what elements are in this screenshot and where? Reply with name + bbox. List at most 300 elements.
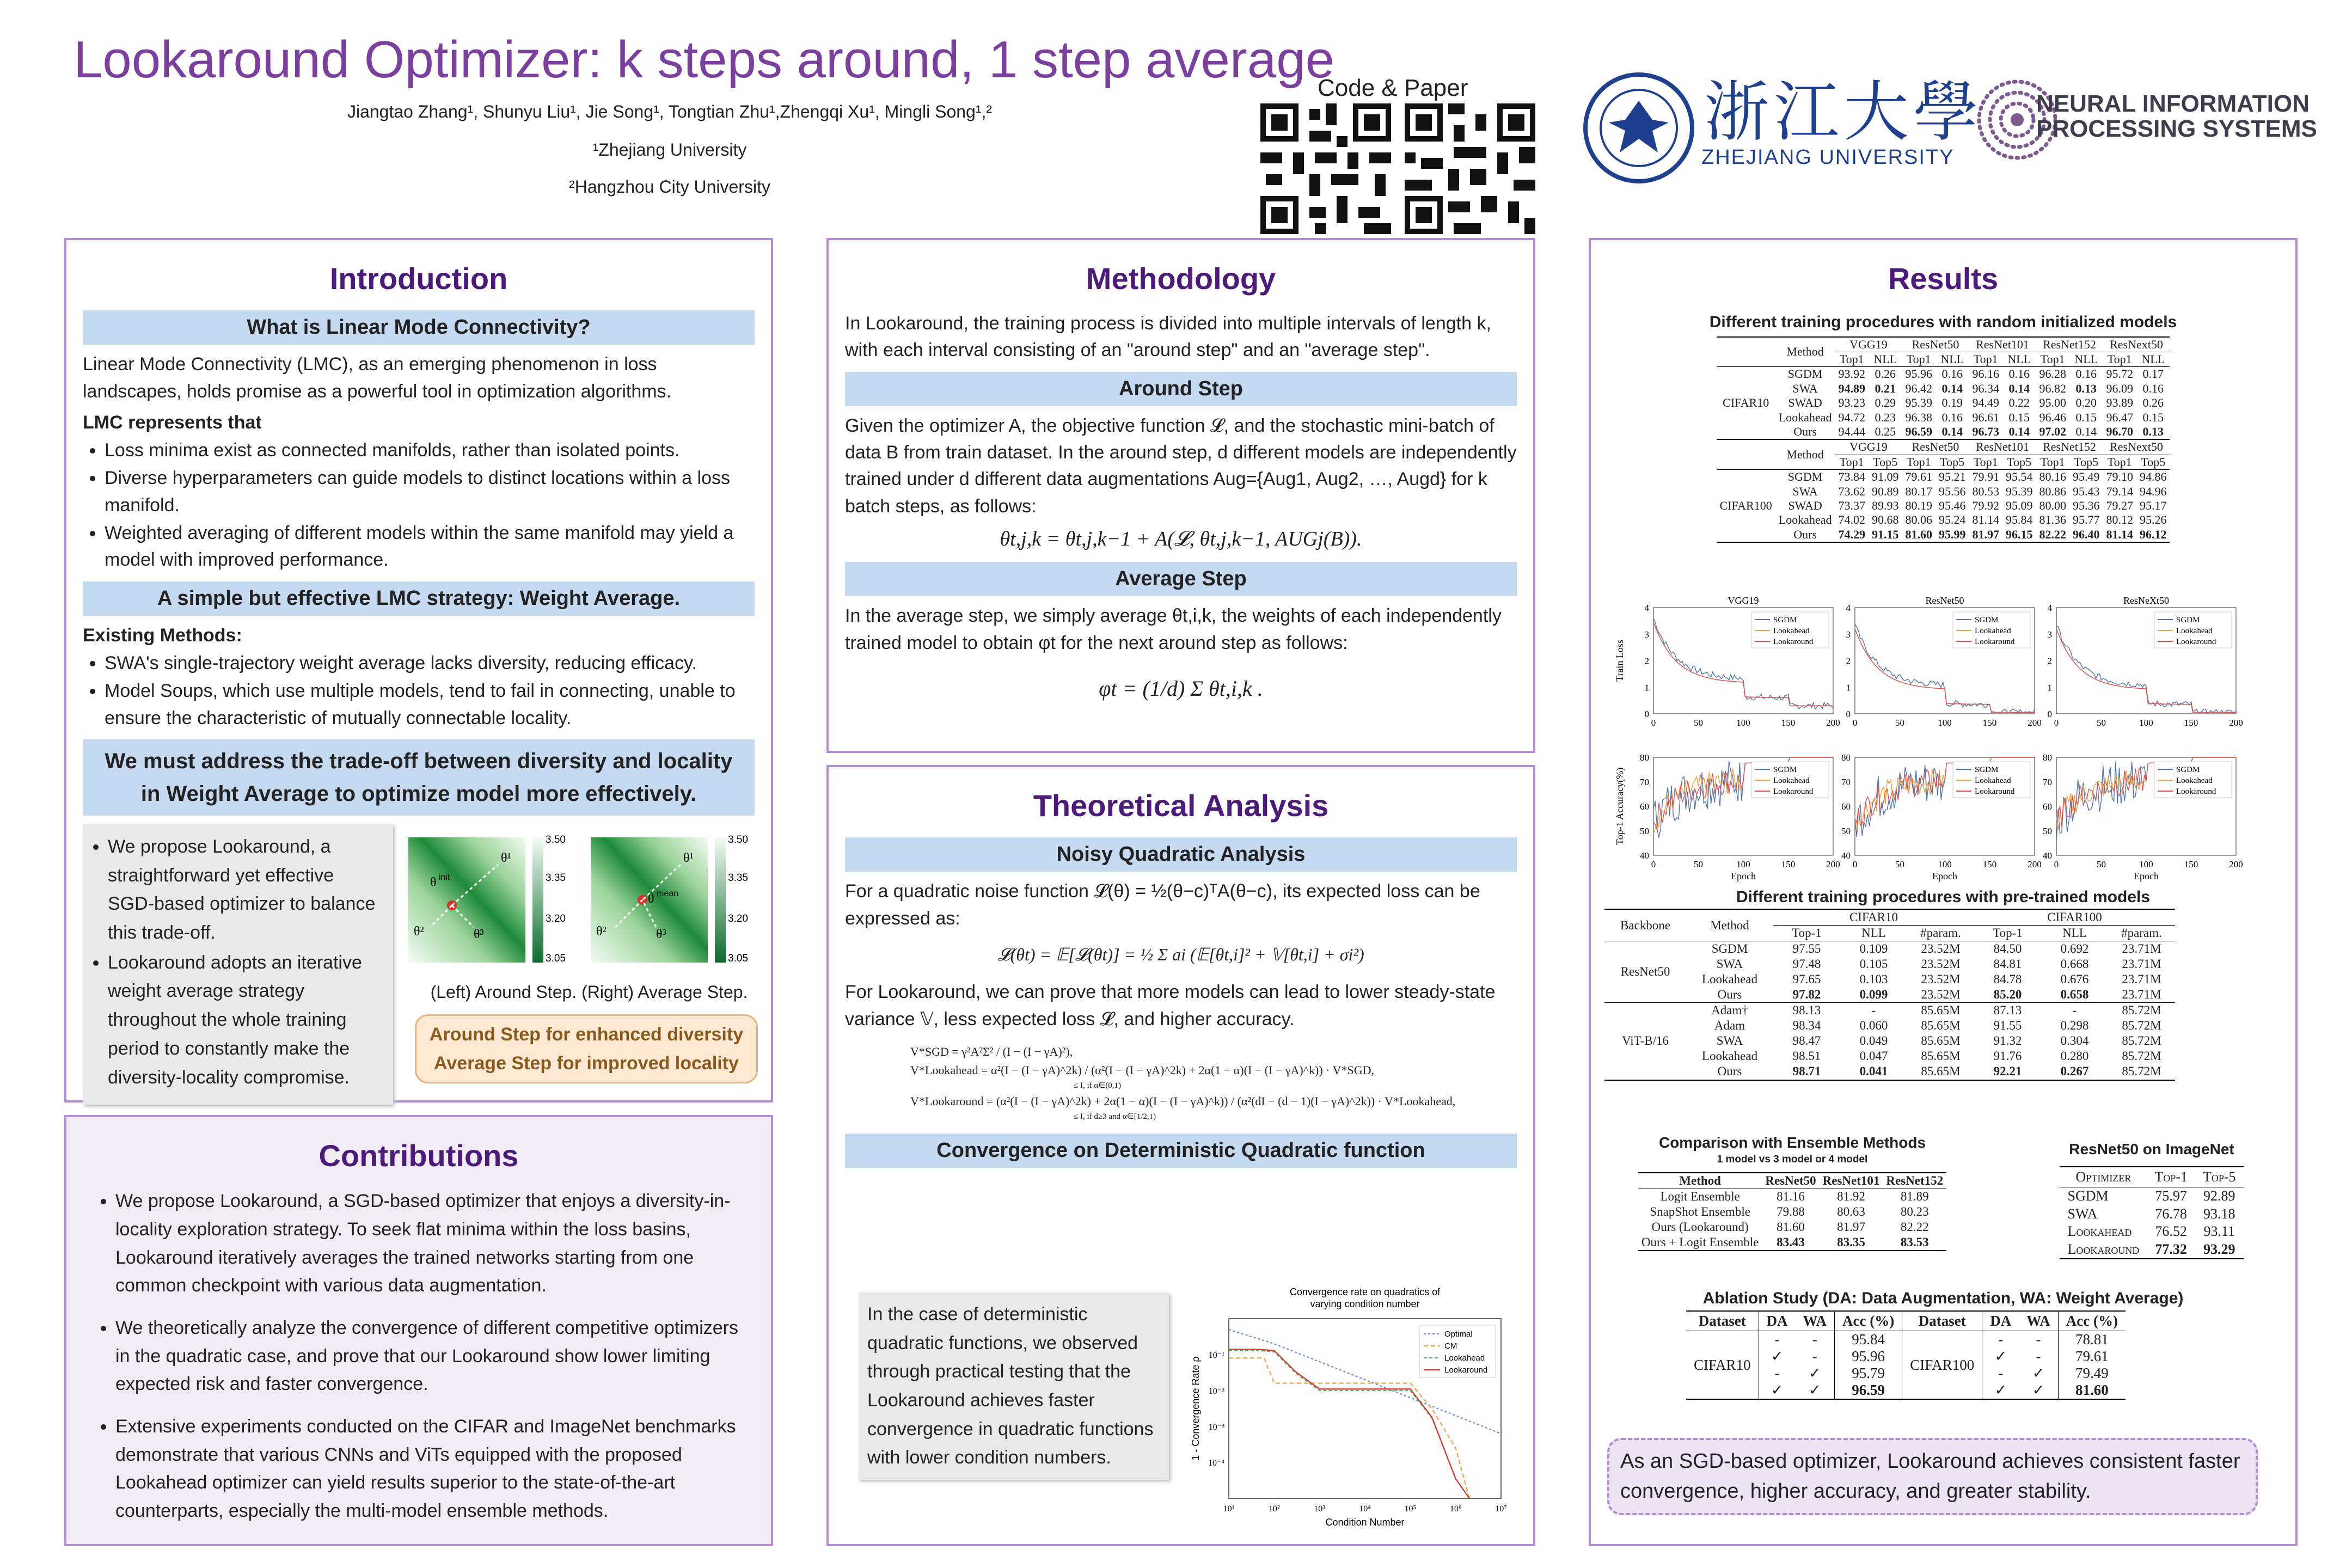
table-cell: 96.34	[1972, 381, 1999, 395]
imagenet-table	[2060, 1166, 2243, 1260]
method-name: SWA	[1716, 957, 1743, 971]
table-cell: 91.55	[1993, 1019, 2022, 1033]
figure-caption: (Left) Around Step. (Right) Average Step.	[430, 982, 748, 1002]
table-cell: 0.14	[1941, 425, 1963, 439]
column-header: Method	[1786, 448, 1824, 462]
colorbar-tick: 3.20	[546, 913, 566, 924]
svg-text:θ³: θ³	[474, 927, 484, 941]
theoretical-analysis-panel	[826, 765, 1535, 1546]
legend-label: SGDM	[2176, 616, 2200, 624]
pretrained-table	[1604, 909, 2175, 1081]
svg-text:init: init	[439, 873, 450, 882]
legend-label: SGDM	[1975, 765, 1999, 774]
noisy-quadratic-bar: Noisy Quadratic Analysis	[845, 837, 1517, 872]
method-name: Lookahead	[1701, 972, 1758, 987]
table-cell: 95.00	[2039, 396, 2066, 410]
table-cell: 0.676	[2060, 972, 2089, 987]
table-cell: 94.72	[1838, 410, 1865, 424]
y-axis-label: Train Loss	[1615, 640, 1625, 682]
table-cell: 95.72	[2106, 367, 2133, 381]
table-row	[1717, 382, 2170, 396]
variance-equations	[910, 1043, 1517, 1124]
table-row	[1717, 513, 2170, 527]
random-init-table	[1717, 336, 2170, 543]
table-cell: 0.14	[2075, 425, 2097, 439]
row-label: CIFAR100	[1719, 498, 1772, 512]
qr-code-icon[interactable]	[1405, 103, 1535, 234]
table-cell: 0.041	[1859, 1064, 1888, 1079]
table-cell: 80.23	[1900, 1204, 1929, 1218]
y-tick-label: 70	[1640, 777, 1649, 787]
column-header: NLL	[1940, 352, 1964, 366]
table-cell: 95.49	[2072, 470, 2100, 484]
y-tick-label: 1	[1846, 682, 1851, 693]
column-header: #param.	[1920, 926, 1961, 940]
chart-title: Convergence rate on quadratics of	[1289, 1287, 1441, 1297]
table-cell: ✓	[1994, 1382, 2007, 1399]
table-cell: 80.12	[2106, 513, 2133, 527]
list-item: • SWA's single-trajectory weight average lacks diversity, reducing efficacy.	[105, 650, 755, 677]
method-name: SGDM	[2067, 1188, 2109, 1204]
table-row	[1604, 1064, 2175, 1080]
table-cell: 92.21	[1993, 1064, 2022, 1079]
table-cell: 95.79	[1835, 1365, 1902, 1382]
table-cell: 82.22	[1900, 1220, 1929, 1234]
row-label: CIFAR100	[1902, 1331, 1982, 1400]
table-cell: 92.89	[2203, 1188, 2235, 1204]
table-row	[1604, 909, 2175, 926]
x-tick-label: 50	[1694, 718, 1703, 728]
y-tick-label: 40	[1640, 850, 1649, 861]
table-row	[1717, 499, 2170, 513]
lookaround-condition: ≤ I, if d≥3 and α∈[1/2,1)	[1074, 1112, 1156, 1122]
x-tick-label: 150	[1982, 718, 1997, 728]
table-cell: 0.103	[1859, 972, 1888, 987]
expected-loss-equation: 𝓛(θt) = 𝔼[𝓛(θt)] = ½ Σ ai (𝔼[θt,i]² + 𝕍[θt,i] + σi²)	[997, 944, 1364, 964]
list-item: • Diverse hyperparameters can guide models to distinct locations within a loss manifold.	[105, 465, 755, 519]
x-tick-label: 50	[1895, 718, 1904, 728]
table-cell: 0.658	[2060, 988, 2089, 1002]
list-item: • We propose Lookaround, a SGD-based optimizer that enjoys a diversity-in-locality exploration strategy. To seek flat minima within the loss basins, Lookaround iteratively averages the trained networks starting from one common checkpoint with various data augmentation.	[115, 1187, 744, 1300]
row-label: ResNet50	[1620, 965, 1670, 979]
table-row	[1717, 470, 2170, 485]
table-cell: 95.17	[2139, 498, 2167, 512]
table-cell: 80.19	[1905, 498, 1932, 512]
table-cell: 81.92	[1837, 1189, 1865, 1203]
column-header: Dataset	[1902, 1311, 1982, 1331]
legend-label: Lookahead	[1444, 1353, 1485, 1363]
table-cell: 98.47	[1792, 1034, 1821, 1048]
lmc-represents-label: LMC represents that	[83, 412, 262, 433]
list-item: • We theoretically analyze the convergence of different competitive optimizers in the quadratic case, and prove that our Lookaround show lower limiting expected risk and faster convergence.	[115, 1314, 744, 1399]
table-cell: 82.22	[2039, 527, 2066, 541]
row-label: ViT-B/16	[1622, 1034, 1669, 1048]
table-cell: 96.73	[1972, 425, 1999, 439]
y-axis-label: 1 - Convergence Rate ρ	[1190, 1356, 1201, 1461]
table-row	[1604, 1049, 2175, 1064]
table-cell: 0.099	[1859, 988, 1888, 1002]
table-cell: 97.65	[1792, 972, 1821, 987]
y-tick-label: 3	[1644, 629, 1649, 640]
table-cell: -	[1774, 1331, 1780, 1348]
legend-label: SGDM	[2176, 765, 2200, 774]
table-cell: 95.96	[1835, 1348, 1902, 1365]
method-name: Lookaround	[2067, 1241, 2140, 1257]
method-name: Lookahead	[1701, 1049, 1758, 1063]
table-row	[1604, 1033, 2175, 1049]
table-cell: ✓	[1796, 1382, 1835, 1399]
legend-label: Lookaround	[2176, 638, 2216, 646]
around-average-step-figure	[408, 826, 768, 973]
column-header: Top-1	[1993, 926, 2023, 940]
y-tick-label: 40	[2043, 850, 2052, 861]
column-header: Top5	[2141, 455, 2166, 469]
y-axis-label: Top-1 Accuracy(%)	[1615, 767, 1625, 846]
column-header: ResNet152	[1886, 1173, 1944, 1187]
table-cell: 0.109	[1859, 942, 1888, 956]
table-cell: 85.20	[1993, 988, 2022, 1002]
column-header: ResNext50	[2103, 337, 2170, 352]
table-cell: ✓	[2019, 1365, 2058, 1382]
table-cell: 78.81	[2075, 1331, 2109, 1348]
table-cell: 0.20	[2075, 396, 2097, 410]
table-cell: 98.34	[1792, 1019, 1821, 1033]
table-cell: 0.280	[2060, 1049, 2089, 1063]
y-tick-label: 10⁻²	[1208, 1387, 1224, 1396]
x-tick-label: 150	[1781, 718, 1796, 728]
column-header: ResNet50	[1902, 337, 1969, 352]
methodology-panel	[826, 238, 1535, 753]
table-cell: 0.22	[2008, 396, 2030, 410]
y-tick-label: 10⁻⁴	[1208, 1459, 1224, 1468]
column-header: NLL	[2062, 926, 2087, 940]
neurips-logo-text	[2036, 91, 2317, 142]
method-name: SWA	[1792, 381, 1818, 395]
convergence-chart	[1177, 1283, 1526, 1528]
table-cell: 94.44	[1838, 425, 1865, 439]
table-cell: 85.72M	[2122, 1019, 2161, 1033]
table-cell: -	[1871, 1003, 1876, 1018]
table-cell: 91.09	[1871, 470, 1899, 484]
x-tick-label: 200	[2229, 859, 2243, 869]
methodology-intro: In Lookaround, the training process is divided into multiple intervals of length k, with each interval consisting of an "around step" and an "average step".	[845, 313, 1491, 361]
column-header: ResNext50	[2103, 439, 2170, 455]
table-cell: 0.23	[1875, 410, 1896, 424]
column-header: Top1	[1839, 455, 1864, 469]
table-cell: 0.13	[2142, 425, 2164, 439]
around-average-highlight	[415, 1014, 758, 1083]
table-cell: 23.52M	[1921, 957, 1961, 971]
deterministic-quadratic-bar: Convergence on Deterministic Quadratic function	[845, 1134, 1517, 1168]
y-tick-label: 50	[1841, 826, 1851, 836]
column-header: CIFAR10	[1773, 909, 1974, 926]
column-header: CIFAR100	[1974, 909, 2175, 926]
legend-label: SGDM	[1975, 616, 1999, 624]
table-cell: 76.52	[2155, 1223, 2187, 1240]
around-step-benefit: Around Step for enhanced diversity	[429, 1024, 744, 1045]
column-header: WA	[1796, 1311, 1835, 1331]
table-cell: 80.53	[1972, 484, 1999, 498]
table-cell: 0.298	[2060, 1019, 2089, 1033]
table-cell: -	[1796, 1331, 1835, 1349]
table-cell: 91.76	[1993, 1049, 2022, 1063]
table-cell: 79.88	[1777, 1204, 1805, 1218]
ensemble-table	[1638, 1172, 1946, 1251]
table-row	[1638, 1204, 1946, 1220]
legend-label: Lookahead	[2176, 627, 2213, 635]
x-tick-label: 0	[2054, 859, 2059, 869]
x-tick-label: 0	[2054, 718, 2059, 728]
table-cell: 85.65M	[1921, 1019, 1961, 1033]
noisy-quadratic-text: For a quadratic noise function 𝓛(θ) = ½(θ−c)ᵀA(θ−c), its expected loss can be expressed as:	[845, 881, 1480, 929]
method-name: Ours	[1793, 425, 1817, 439]
deterministic-note: In the case of deterministic quadratic functions, we observed through practical testing that the Lookaround achieves faster convergence in quadratic functions with lower condition numbers.	[859, 1293, 1169, 1480]
method-name: Adam	[1714, 1019, 1745, 1033]
legend-label: Lookahead	[1975, 776, 2011, 785]
table-cell: 95.43	[2072, 484, 2100, 498]
x-axis-label: Epoch	[2134, 871, 2159, 881]
legend-label: Lookahead	[2176, 776, 2213, 785]
x-tick-label: 100	[2139, 859, 2153, 869]
column-header: Backbone	[1620, 918, 1670, 932]
chart-title: ResNeXt50	[2123, 595, 2169, 606]
y-tick-label: 50	[2043, 826, 2052, 836]
table-cell: 0.16	[1941, 367, 1963, 381]
method-name: SnapShot Ensemble	[1650, 1204, 1750, 1218]
table-cell: 81.97	[1837, 1220, 1865, 1234]
y-tick-label: 2	[2047, 656, 2052, 666]
table-cell: 94.49	[1972, 396, 1999, 410]
x-tick-label: 10⁵	[1404, 1504, 1417, 1514]
list-item: • Extensive experiments conducted on the CIFAR and ImageNet benchmarks demonstrate that various CNNs and ViTs equipped with the proposed Lookahead optimizer can yield results superior to the state-of-the-art counterparts, especially the multi-model ensemble methods.	[115, 1413, 744, 1526]
row-label: CIFAR10	[1686, 1331, 1759, 1400]
table-cell: 96.09	[2106, 381, 2133, 395]
column-header: Top5	[2007, 455, 2032, 469]
column-header: Method	[1786, 345, 1824, 359]
table-cell: 23.71M	[2122, 972, 2161, 987]
y-tick-label: 1	[2047, 682, 2052, 693]
table-cell	[1717, 439, 1775, 455]
svg-text:θ¹: θ¹	[501, 851, 511, 865]
list-item: • Loss minima exist as connected manifolds, rather than isolated points.	[105, 437, 755, 464]
svg-text:θ¹: θ¹	[683, 851, 694, 865]
colorbar-tick: 3.05	[546, 953, 566, 964]
svg-text:θ²: θ²	[414, 924, 424, 939]
column-header: Acc (%)	[2066, 1313, 2118, 1329]
column-header: ResNet152	[2036, 439, 2103, 455]
table-cell: 93.11	[2203, 1223, 2235, 1240]
table-row	[1638, 1220, 1946, 1235]
table-cell: 81.14	[2106, 527, 2133, 541]
method-name: Ours (Lookaround)	[1651, 1220, 1749, 1234]
x-axis-label: Condition Number	[1325, 1517, 1405, 1528]
table-cell: 96.40	[2072, 527, 2100, 541]
average-step-equation: φt = (1/d) Σ θt,i,k .	[1099, 676, 1263, 701]
legend-label: SGDM	[1773, 765, 1797, 774]
method-name: SWAD	[1788, 396, 1822, 410]
chart-title: ResNet50	[1925, 595, 1964, 606]
list-item: • We propose Lookaround, a straightforward yet effective SGD-based optimizer to balance this trade-off.	[108, 832, 384, 947]
column-header: Acc (%)	[1835, 1311, 1902, 1331]
column-header: NLL	[2007, 352, 2031, 366]
table-row	[2060, 1205, 2243, 1223]
table-cell: 0.692	[2060, 942, 2089, 956]
x-tick-label: 100	[1736, 859, 1750, 869]
column-header: ResNet50	[1902, 439, 1969, 455]
table-row	[2060, 1223, 2243, 1241]
column-header: Optimizer	[2075, 1168, 2132, 1185]
y-tick-label: 2	[1644, 656, 1649, 666]
x-tick-label: 100	[1938, 718, 1952, 728]
lmc-question-bar: What is Linear Mode Connectivity?	[83, 310, 755, 345]
authors: Jiangtao Zhang¹, Shunyu Liu¹, Jie Song¹, Tongtian Zhu¹,Zhengqi Xu¹, Mingli Song¹,²	[347, 102, 993, 121]
table-cell: 97.55	[1792, 942, 1821, 956]
table-cell: 96.82	[2039, 381, 2066, 395]
table-cell: 93.18	[2203, 1205, 2235, 1222]
table-cell: 95.77	[2072, 513, 2100, 527]
column-header: Top1	[2040, 455, 2065, 469]
x-tick-label: 10¹	[1223, 1504, 1235, 1514]
y-tick-label: 1	[1644, 682, 1649, 693]
column-header: DA	[1766, 1313, 1788, 1329]
column-header: NLL	[2141, 352, 2165, 366]
table-cell: 79.92	[1972, 498, 1999, 512]
column-header: Method	[1679, 1173, 1721, 1187]
y-tick-label: 2	[1846, 656, 1851, 666]
table-cell: 0.14	[2008, 425, 2030, 439]
table-cell: ✓	[2019, 1382, 2058, 1399]
y-tick-label: 60	[1640, 801, 1649, 812]
column-header: Top1	[1839, 352, 1864, 366]
x-tick-label: 50	[2097, 859, 2106, 869]
y-tick-label: 10⁻¹	[1208, 1351, 1224, 1360]
poster-title: Lookaround Optimizer: k steps around, 1 step average	[74, 30, 1334, 89]
table-cell: ✓	[1771, 1382, 1784, 1399]
table-cell: 0.047	[1859, 1049, 1888, 1063]
column-header: VGG19	[1835, 439, 1902, 455]
sgd-variance-equation: V*SGD = γ²A²Σ² / (I − (I − γA)²),	[910, 1044, 1073, 1058]
table-cell: 23.52M	[1921, 942, 1961, 956]
table-cell: 77.32	[2155, 1241, 2187, 1257]
table-cell: 75.97	[2155, 1188, 2187, 1204]
colorbar-tick: 3.05	[728, 953, 748, 964]
average-step-text: In the average step, we simply average θt,i,k, the weights of each independently trained model to obtain φt for the next around step as follows:	[845, 605, 1502, 653]
table-cell: 96.28	[2039, 367, 2066, 381]
column-header: VGG19	[1835, 337, 1902, 352]
x-tick-label: 100	[1938, 859, 1952, 869]
table-cell: 98.51	[1792, 1049, 1821, 1063]
x-axis-label: Epoch	[1731, 871, 1756, 881]
legend-label: Lookaround	[1773, 638, 1814, 646]
y-tick-label: 40	[1841, 850, 1851, 861]
table-cell: 0.105	[1859, 957, 1888, 971]
table-cell: 97.82	[1792, 988, 1821, 1002]
column-header: #param.	[2121, 926, 2162, 940]
table-cell: -	[1774, 1365, 1780, 1382]
table3-subtitle: 1 model vs 3 model or 4 model	[1717, 1153, 1868, 1165]
column-header: Top5	[1940, 455, 1965, 469]
y-tick-label: 4	[1644, 603, 1649, 613]
table-cell: 0.26	[2142, 396, 2164, 410]
table-cell: 91.32	[1993, 1034, 2022, 1048]
table-cell: 98.13	[1792, 1003, 1821, 1018]
y-tick-label: 0	[1846, 709, 1851, 719]
column-header: Top-1	[1792, 926, 1822, 940]
table-cell: 0.21	[1875, 381, 1896, 395]
table2-title: Different training procedures with pre-trained models	[1736, 888, 2151, 906]
legend-label: Lookahead	[1773, 776, 1810, 785]
table-row	[1686, 1331, 2126, 1349]
table-cell: -	[2072, 1003, 2077, 1018]
colorbar-tick: 3.20	[728, 913, 748, 924]
qr-code-icon[interactable]	[1260, 103, 1391, 234]
table-cell: 79.61	[2075, 1348, 2109, 1365]
column-header: ResNet101	[1822, 1173, 1880, 1187]
table-cell: ✓	[1994, 1348, 2007, 1365]
table-cell: 85.65M	[1921, 1049, 1961, 1063]
table-cell: 96.70	[2106, 425, 2133, 439]
column-header: Top5	[1873, 455, 1898, 469]
table-row	[2060, 1241, 2243, 1259]
method-name: SGDM	[1711, 942, 1748, 956]
table-row	[1717, 528, 2170, 542]
x-tick-label: 0	[1852, 859, 1858, 869]
lmc-bullet-list	[105, 437, 755, 573]
legend-label: Optimal	[1444, 1330, 1473, 1339]
table-cell: 95.39	[1905, 396, 1932, 410]
x-tick-label: 200	[1826, 718, 1840, 728]
table-cell: 0.16	[2075, 367, 2097, 381]
table-cell: 95.84	[2005, 513, 2033, 527]
table-cell: 80.86	[2039, 484, 2066, 498]
table-row	[1717, 485, 2170, 499]
method-name: Adam†	[1711, 1003, 1748, 1018]
table-cell: 23.52M	[1921, 988, 1961, 1002]
table-cell: 81.60	[1905, 527, 1932, 541]
method-name: SWAD	[1788, 498, 1822, 512]
svg-text:θ: θ	[648, 892, 654, 906]
table-cell: 96.61	[1972, 410, 1999, 424]
table-cell: 81.16	[1777, 1189, 1805, 1203]
existing-methods-list	[105, 650, 755, 732]
table-cell: 83.35	[1837, 1235, 1865, 1249]
table-cell: 87.13	[1993, 1003, 2022, 1018]
around-step-bar: Around Step	[845, 372, 1517, 406]
column-header: DA	[1990, 1313, 2012, 1329]
table-cell: 85.72M	[2122, 1034, 2161, 1048]
y-tick-label: 80	[2043, 752, 2052, 763]
table5-title: Ablation Study (DA: Data Augmentation, WA: Weight Average)	[1702, 1289, 2184, 1307]
table-cell: 83.43	[1777, 1235, 1805, 1249]
method-name: Logit Ensemble	[1660, 1189, 1740, 1203]
affiliation-2: ²Hangzhou City University	[569, 177, 770, 197]
method-name: SWA	[1792, 484, 1818, 498]
table-row	[1717, 425, 2170, 439]
table-cell: 0.16	[2008, 367, 2030, 381]
table-row	[1604, 941, 2175, 957]
table-cell: 95.46	[1938, 498, 1966, 512]
method-name: Ours	[1717, 988, 1742, 1002]
table-cell: 74.29	[1838, 527, 1865, 541]
method-name: Lookahead	[1778, 513, 1832, 527]
table-cell: 85.65M	[1921, 1034, 1961, 1048]
x-tick-label: 10⁴	[1359, 1504, 1371, 1514]
table-cell: ✓	[1796, 1365, 1835, 1382]
table-cell: 0.15	[2008, 410, 2030, 424]
table-cell: 79.27	[2106, 498, 2133, 512]
list-item: • Model Soups, which use multiple models, tend to fail in connecting, unable to ensure the characteristic of mutually connectable locality.	[105, 678, 755, 732]
chart-title: varying condition number	[1310, 1298, 1420, 1309]
